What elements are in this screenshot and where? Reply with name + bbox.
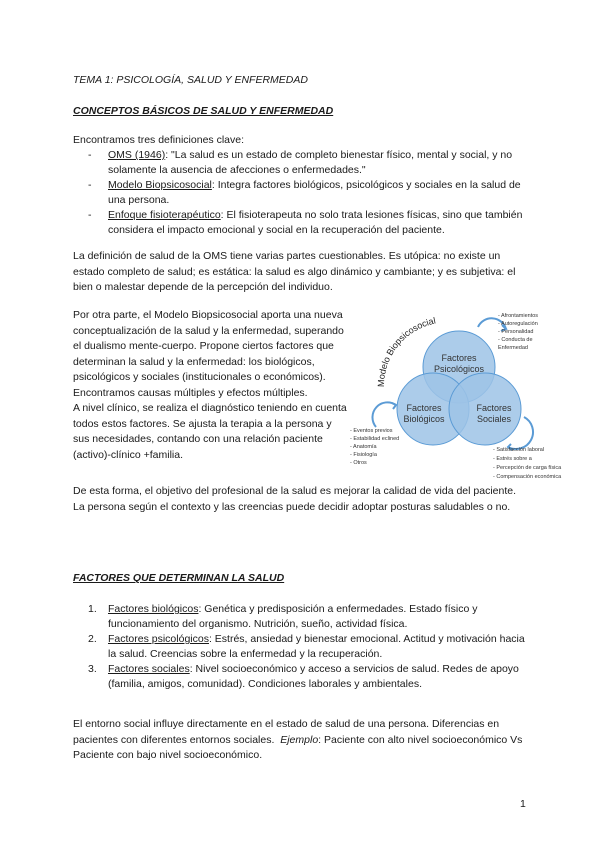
factor-term: Factores biológicos — [108, 603, 199, 615]
factor-text: : Genética y predisposición a enfermedades. Estado físico y funcionamiento del organismo. Nutrición, sueño, actividad física. — [108, 603, 478, 630]
definition-text: : El fisioterapeuta no solo trata lesiones físicas, sino que también considera el impacto emocional y social en la recuperación del paciente. — [108, 209, 523, 236]
svg-text:- Conducta de: - Conducta de — [498, 337, 533, 343]
page-title: TEMA 1: PSICOLOGÍA, SALUD Y ENFERMEDAD — [73, 74, 308, 86]
svg-text:- Anatomía: - Anatomía — [350, 444, 377, 450]
objective-paragraph: De esta forma, el objetivo del profesional de la salud es mejorar la calidad de vida del paciente. La persona según el contexto y las creencias puede decidir adoptar posturas saludables o no. — [73, 485, 517, 513]
svg-text:- Autoregulación: - Autoregulación — [498, 321, 538, 327]
list-item: 2. Factores psicológicos: Estrés, ansiedad y bienestar emocional. Actitud y motivación hacia la salud. Creencias sobre la enfermedad y la recuperación. — [88, 633, 525, 660]
svg-text:- Personalidad: - Personalidad — [498, 329, 534, 335]
svg-text:- Afrontamientos: - Afrontamientos — [498, 313, 539, 319]
label-bio-2: Biológicos — [403, 414, 445, 424]
diagram-arc-label: Modelo Biopsicosocial — [375, 315, 437, 388]
label-psych-2: Psicológicos — [433, 364, 485, 374]
social-paragraph: El entorno social influye directamente en el estado de salud de una persona. Diferencias en pacientes con diferentes entornos sociales. Ejemplo: Paciente con alto nivel socioeconómico Vs Paciente con bajo nivel socioeconómico. — [73, 718, 523, 761]
page-number: 1 — [520, 798, 526, 810]
svg-text:- Eventos previos: - Eventos previos — [350, 428, 393, 434]
biopsychosocial-diagram — [348, 305, 580, 481]
factor-term: Factores psicológicos — [108, 633, 209, 645]
example-label: Ejemplo — [280, 733, 319, 746]
section-heading-concepts: CONCEPTOS BÁSICOS DE SALUD Y ENFERMEDAD — [73, 105, 334, 117]
list-item: 3. Factores sociales: Nivel socioeconómico y acceso a servicios de salud. Redes de apoyo (familia, amigos, comunidad). Condiciones laborales y ambientales. — [88, 663, 519, 690]
svg-text:Enfermedad: Enfermedad — [498, 345, 528, 351]
svg-text:- Otros: - Otros — [350, 460, 367, 466]
svg-text:- Fisiología: - Fisiología — [350, 452, 377, 458]
svg-text:- Percepción de carga física: - Percepción de carga física — [493, 465, 562, 471]
intro-text: Encontramos tres definiciones clave: — [73, 134, 244, 146]
oms-paragraph: La definición de salud de la OMS tiene varias partes cuestionables. Es utópica: no existe un estado completo de salud; es estática: la salud es algo dinámico y cambiante; y es subjetiva: el bien o malestar depende de la percepción del individuo. — [73, 250, 516, 293]
section-heading-factors: FACTORES QUE DETERMINAN LA SALUD — [73, 572, 285, 584]
definition-text: : Integra factores biológicos, psicológicos y sociales en la salud de una persona. — [108, 179, 521, 206]
definition-text: : "La salud es un estado de completo bienestar físico, mental y social, y no solamente la ausencia de afecciones o enfermedades." — [108, 149, 513, 176]
label-social-2: Sociales — [476, 414, 512, 424]
definition-term: Enfoque fisioterapéutico — [108, 209, 221, 221]
list-item: - Modelo Biopsicosocial: Integra factores biológicos, psicológicos y sociales en la salud de una persona. — [88, 179, 521, 206]
definition-term: Modelo Biopsicosocial — [108, 179, 212, 191]
label-psych-1: Factores — [441, 353, 477, 363]
model-paragraph: Por otra parte, el Modelo Biopsicosocial aporta una nueva conceptualización de la salud y la enfermedad, superando el dualismo mente-cuerpo. Propone ciertos factores que determinan la salud y la enfermedad: los biológicos, psicológicos y sociales (institucionales o económicos). Encontramos causas múltiples y efectos múltiples. — [73, 309, 344, 399]
list-item: - OMS (1946): "La salud es un estado de completo bienestar físico, mental y social, y no solamente la ausencia de afecciones o enfermedades." — [88, 149, 513, 176]
model-column — [73, 308, 348, 463]
cycle-arrow-bio — [372, 402, 396, 427]
label-bio-1: Factores — [406, 403, 442, 413]
label-social-1: Factores — [476, 403, 512, 413]
list-item: - Enfoque fisioterapéutico: El fisioterapeuta no solo trata lesiones físicas, sino que también considera el impacto emocional y social en la recuperación del paciente. — [88, 209, 523, 236]
arrowhead-icon — [392, 403, 396, 409]
definition-term: OMS (1946) — [108, 149, 166, 161]
factor-term: Factores sociales — [108, 663, 190, 675]
bio-factor-list — [350, 428, 399, 466]
psych-factor-list — [498, 313, 538, 351]
factors-list — [88, 602, 528, 692]
list-item: 1. Factores biológicos: Genética y predisposición a enfermedades. Estado físico y funcionamiento del organismo. Nutrición, sueño, actividad física. — [88, 603, 478, 630]
svg-text:- Compensación económica: - Compensación económica — [493, 474, 562, 480]
social-factor-list — [493, 447, 562, 480]
svg-text:- Satisfacción laboral: - Satisfacción laboral — [493, 447, 545, 453]
definitions-list — [88, 148, 528, 238]
svg-text:- Estrés sobre a: - Estrés sobre a — [493, 456, 532, 462]
factor-text: : Nivel socioeconómico y acceso a servicios de salud. Redes de apoyo (familia, amigos, comunidad). Condiciones laborales y ambientales. — [108, 663, 519, 690]
svg-text:- Estabilidad eclined: - Estabilidad eclined — [350, 436, 400, 442]
clinical-paragraph: A nivel clínico, se realiza el diagnóstico teniendo en cuenta todos estos factores. Se ajusta la terapia a la persona y sus necesidades, contando con una relación paciente (activo)-clínico +familia. — [73, 402, 347, 461]
factor-text: : Estrés, ansiedad y bienestar emocional. Actitud y motivación hacia la salud. Creencias sobre la enfermedad y la recuperación. — [108, 633, 525, 660]
